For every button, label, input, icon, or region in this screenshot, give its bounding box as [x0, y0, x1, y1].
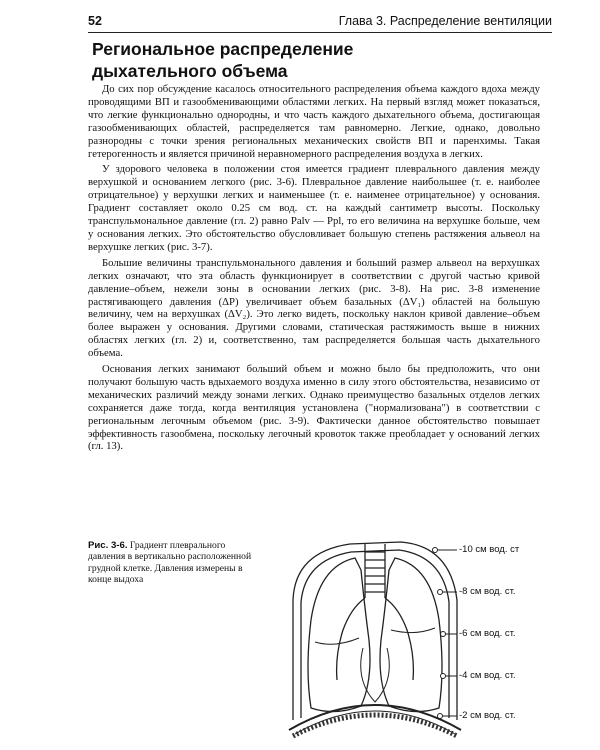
section-title-line-1: Региональное распределение	[92, 39, 354, 59]
right-lung	[380, 558, 442, 712]
chapter-title: Глава 3. Распределение вентиляции	[338, 14, 552, 28]
figure-caption	[88, 540, 256, 585]
page-header	[88, 14, 552, 33]
paragraph: Основания легких занимают больший объем и можно было бы предположить, что они получают большую часть вдыхаемого воздуха именно в силу этого обстоятельства, независимо от механических различий между зонами легких. Однако преимущество базальных отделов легких сохраняется даже тогда, когда вентиляция установлена ("нормализована") в соответствии с региональным легочным объемом (рис. 3-9). Фактически данное обстоятельство повышает эффективность газообмена, поскольку легочный кровоток также преобладает у оснований легких (гл. 13).	[88, 363, 540, 453]
paragraph: У здорового человека в положении стоя имеется градиент плеврального давления между верхушкой и основанием легкого (рис. 3-6). Плевральное давление наибольшее (т. е. наиболее отрицательное) у верхушки легких и наименьшее (т. е. наименее отрицательное) у основания. Градиент составляет около 0.25 см вод. ст. на каждый сантиметр высоты. Поскольку транспульмональное давление (гл. 2) равно Palv — Ppl, то его величина на верхушке больше, чем у основания легких. Это обстоятельство обусловливает большую степень растяжения альвеол на верхушке легких (рис. 3-7).	[88, 163, 540, 253]
chest-inner-outline	[301, 550, 449, 718]
chest-outline	[293, 542, 457, 720]
figure-caption-label: Рис. 3-6.	[88, 540, 128, 551]
left-lung	[308, 558, 370, 712]
lung-pressure-figure	[285, 530, 530, 738]
pressure-label: -4 см вод. ст.	[459, 670, 516, 681]
paragraph: До сих пор обсуждение касалось относительного распределения объема каждого вдоха между проводящими ВП и газообменивающими областями легких. На первый взгляд может показаться, что легкие функционально однородны, и что часть каждого дыхательного объема, достигающая газообменивающих областей, распределяется там равномерно. Легкие, однако, довольно разнородны с точки зрения региональных механических свойств ВП и паренхимы. Такая гетерогенность и является причиной неравномерного распределения воздуха в легких.	[88, 83, 540, 160]
pressure-label: -8 см вод. ст.	[459, 586, 516, 597]
pressure-label: -6 см вод. ст.	[459, 628, 516, 639]
page-number: 52	[88, 14, 102, 28]
paragraph: Большие величины транспульмонального давления и больший размер альвеол на верхушках легких означают, что эта область функционирует в соответствии с другой частью кривой давление–объем, нежели зоны в основании легких (рис. 3-8). На рис. 3-8 изменение растягивающего давления (ΔP) увеличивает объем базальных (ΔV₁) областей на большую величину, чем на верхушках (ΔV₂). Это легко видеть, поскольку наклон кривой давление–объем более выражен у основания. Другими словами, статическая растяжимость выше в нижних областях легких (гл. 2) и, соответственно, там распределяется большая часть дыхательного объема.	[88, 256, 540, 360]
body-text	[88, 83, 540, 456]
section-title	[92, 38, 532, 82]
pressure-label: -2 см вод. ст.	[459, 710, 516, 721]
pressure-label: -10 см вод. ст	[459, 544, 520, 555]
figure-caption-text: Градиент плеврального давления в вертикально расположенной грудной клетке. Давления измерены в конце выдоха	[88, 540, 252, 585]
section-title-line-2: дыхательного объема	[92, 61, 288, 81]
